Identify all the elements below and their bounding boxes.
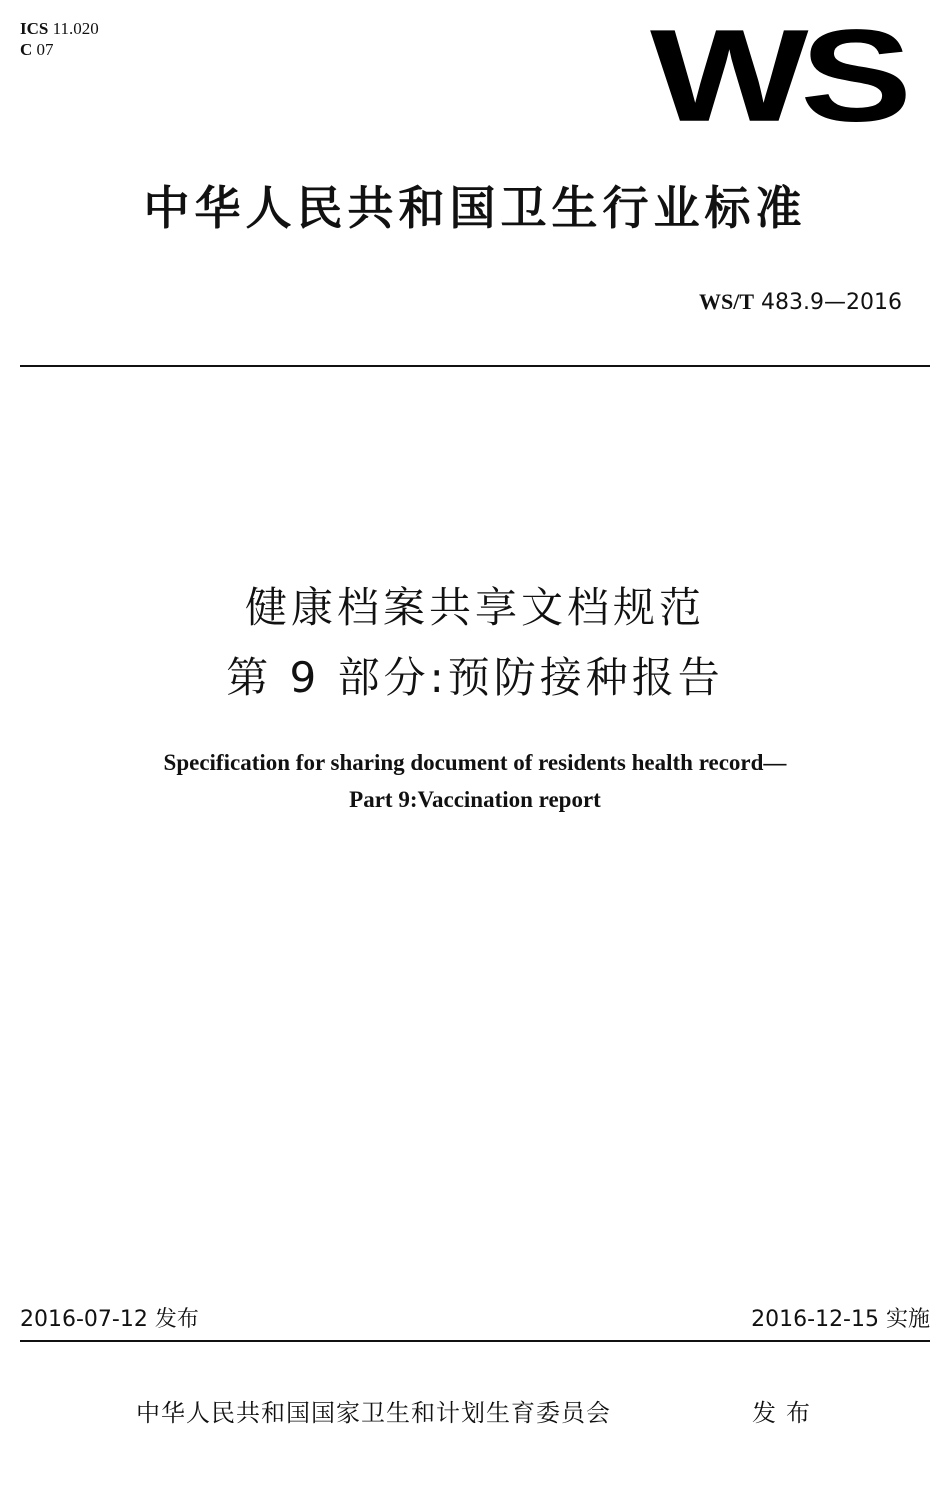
document-title-cn-line2: 第 9 部分:预防接种报告: [226, 653, 724, 702]
ics-code-line: [20, 18, 99, 39]
header-divider: [20, 365, 930, 367]
publisher-name: 中华人民共和国国家卫生和计划生育委员会: [136, 1399, 611, 1427]
ccs-code-line: [20, 39, 99, 60]
implementation-date: 2016-12-15 实施: [751, 1307, 930, 1332]
standard-code-number: 483.9—2016: [761, 290, 902, 315]
ccs-code: 07: [36, 40, 54, 59]
standard-category-title: 中华人民共和国卫生行业标准: [143, 181, 807, 235]
document-title-en-line1: Specification for sharing document of residents health record—: [163, 750, 787, 775]
standard-code: [699, 288, 902, 317]
ics-label: ICS: [20, 19, 49, 38]
ccs-label: C: [20, 40, 33, 59]
ics-code: 11.020: [52, 19, 99, 38]
publish-label: 发布: [752, 1399, 820, 1427]
document-title-en-line2: Part 9:Vaccination report: [349, 787, 601, 812]
footer-divider: [20, 1340, 930, 1342]
document-title-cn-line1: 健康档案共享文档规范: [244, 583, 705, 632]
standard-code-prefix: WS/T: [698, 289, 755, 314]
ws-logo: WS: [650, 1, 904, 149]
issue-date: 2016-07-12 发布: [20, 1307, 199, 1332]
classification-codes: [20, 18, 99, 60]
